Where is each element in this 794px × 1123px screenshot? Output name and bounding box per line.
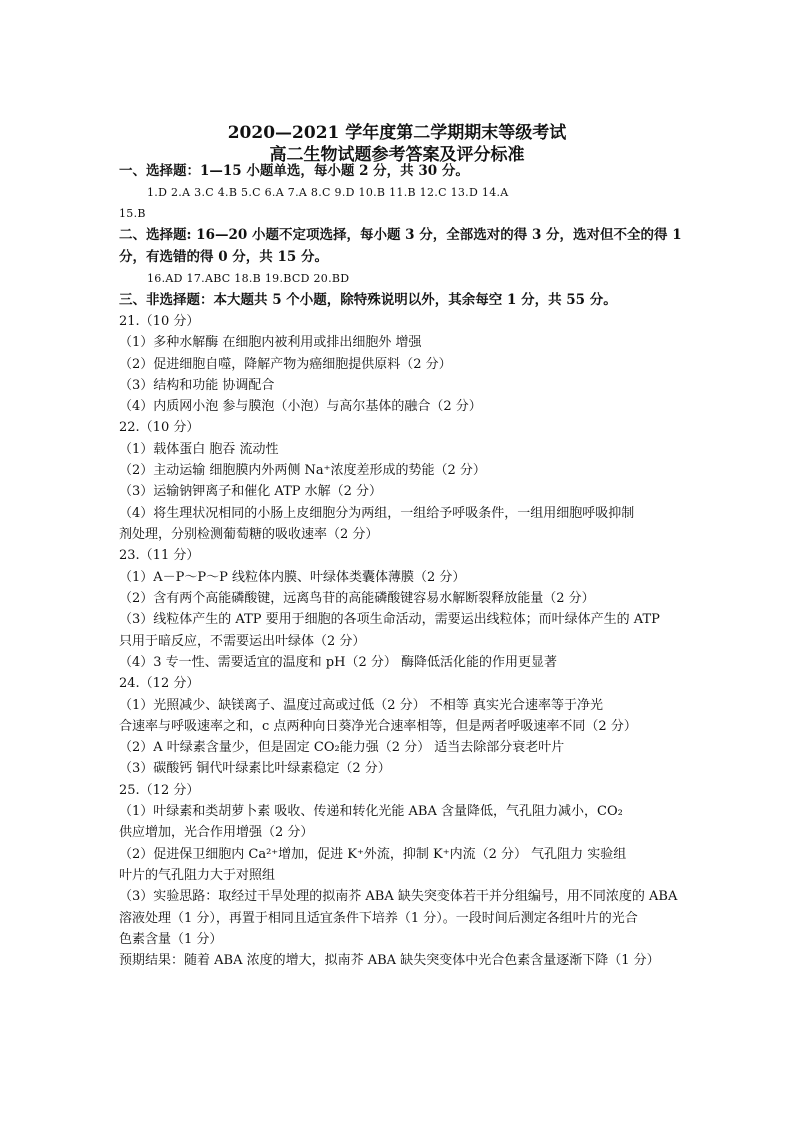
- q24-answer-2: （2）A 叶绿素含量少，但是固定 CO₂能力强（2 分） 适当去除部分衰老叶片: [119, 740, 565, 755]
- q23-answer-4: （4）3 专一性、需要适宜的温度和 pH（2 分） 酶降低活化能的作用更显著: [119, 655, 558, 670]
- section-2-answers: 16.AD 17.ABC 18.B 19.BCD 20.BD: [147, 272, 350, 285]
- q22-answer-1: （1）载体蛋白 胞吞 流动性: [119, 442, 279, 457]
- q24-answer-1-cont: 合速率与呼吸速率之和，c 点两种向日葵净光合速率相等，但是两者呼吸速率不同（2 分）: [119, 719, 637, 734]
- q23-answer-1: （1）A－P～P～P 线粒体内膜、叶绿体类囊体薄膜（2 分）: [119, 570, 466, 585]
- section-2-heading-cont: 分，有选错的得 0 分，共 15 分。: [119, 249, 328, 265]
- section-1-heading: 一、选择题：1—15 小题单选，每小题 2 分，共 30 分。: [119, 163, 469, 179]
- q21-answer-3: （3）结构和功能 协调配合: [119, 378, 275, 393]
- q25-answer-3-cont: 溶液处理（1 分），再置于相同且适宜条件下培养（1 分）。一段时间后测定各组叶片的光合: [119, 911, 638, 926]
- q25-answer-1-cont: 供应增加，光合作用增强（2 分）: [119, 825, 314, 840]
- q24-header: 24.（12 分）: [119, 676, 200, 691]
- q22-answer-3: （3）运输钠钾离子和催化 ATP 水解（2 分）: [119, 484, 383, 499]
- q21-answer-4: （4）内质网小泡 参与膜泡（小泡）与高尔基体的融合（2 分）: [119, 399, 482, 414]
- q23-answer-3-cont: 只用于暗反应，不需要运出叶绿体（2 分）: [119, 634, 366, 649]
- q21-header: 21.（10 分）: [119, 314, 200, 329]
- q25-answer-2-cont: 叶片的气孔阻力大于对照组: [119, 868, 276, 883]
- q23-answer-3: （3）线粒体产生的 ATP 要用于细胞的各项生命活动，需要运出线粒体；而叶绿体产生的 ATP: [119, 612, 660, 627]
- q22-header: 22.（10 分）: [119, 420, 200, 435]
- q22-answer-4: （4）将生理状况相同的小肠上皮细胞分为两组，一组给予呼吸条件，一组用细胞呼吸抑制: [119, 506, 635, 521]
- q25-answer-3: （3）实验思路：取经过干旱处理的拟南芥 ABA 缺失突变体若干并分组编号，用不同浓度的 ABA: [119, 889, 678, 904]
- section-2-heading: 二、选择题: 16—20 小题不定项选择，每小题 3 分，全部选对的得 3 分，选对但不全的得 1: [119, 227, 682, 243]
- q23-header: 23.（11 分）: [119, 548, 200, 563]
- q25-answer-2: （2）促进保卫细胞内 Ca²⁺增加，促进 K⁺外流，抑制 K⁺内流（2 分） 气孔阻力 实验组: [119, 847, 627, 862]
- q25-answer-3-cont-2: 色素含量（1 分）: [119, 932, 223, 947]
- q21-answer-2: （2）促进细胞自噬，降解产物为癌细胞提供原料（2 分）: [119, 357, 452, 372]
- q25-header: 25.（12 分）: [119, 783, 200, 798]
- q25-answer-1: （1）叶绿素和类胡萝卜素 吸收、传递和转化光能 ABA 含量降低，气孔阻力减小，CO₂: [119, 804, 623, 819]
- q21-answer-1: （1）多种水解酶 在细胞内被利用或排出细胞外 增强: [119, 335, 422, 350]
- q22-answer-2: （2）主动运输 细胞膜内外两侧 Na⁺浓度差形成的势能（2 分）: [119, 463, 486, 478]
- section-1-answers-cont: 15.B: [119, 207, 146, 220]
- q24-answer-1: （1）光照减少、缺镁离子、温度过高或过低（2 分） 不相等 真实光合速率等于净光: [119, 698, 603, 713]
- q24-answer-3: （3）碳酸钙 铜代叶绿素比叶绿素稳定（2 分）: [119, 761, 391, 776]
- exam-title: 2020—2021 学年度第二学期期末等级考试: [227, 123, 567, 143]
- q25-expected-result: 预期结果：随着 ABA 浓度的增大，拟南芥 ABA 缺失突变体中光合色素含量逐渐下降（1 分）: [119, 953, 660, 968]
- answer-key-title: 高二生物试题参考答案及评分标准: [269, 145, 525, 165]
- q23-answer-2: （2）含有两个高能磷酸键，远离鸟苷的高能磷酸键容易水解断裂释放能量（2 分）: [119, 591, 595, 606]
- section-3-heading: 三、非选择题：本大题共 5 个小题，除特殊说明以外，其余每空 1 分，共 55 分。: [119, 292, 617, 308]
- section-1-answers: 1.D 2.A 3.C 4.B 5.C 6.A 7.A 8.C 9.D 10.B 11.B 12.C 13.D 14.A: [147, 186, 509, 199]
- q22-answer-4-cont: 剂处理，分别检测葡萄糖的吸收速率（2 分）: [119, 527, 379, 542]
